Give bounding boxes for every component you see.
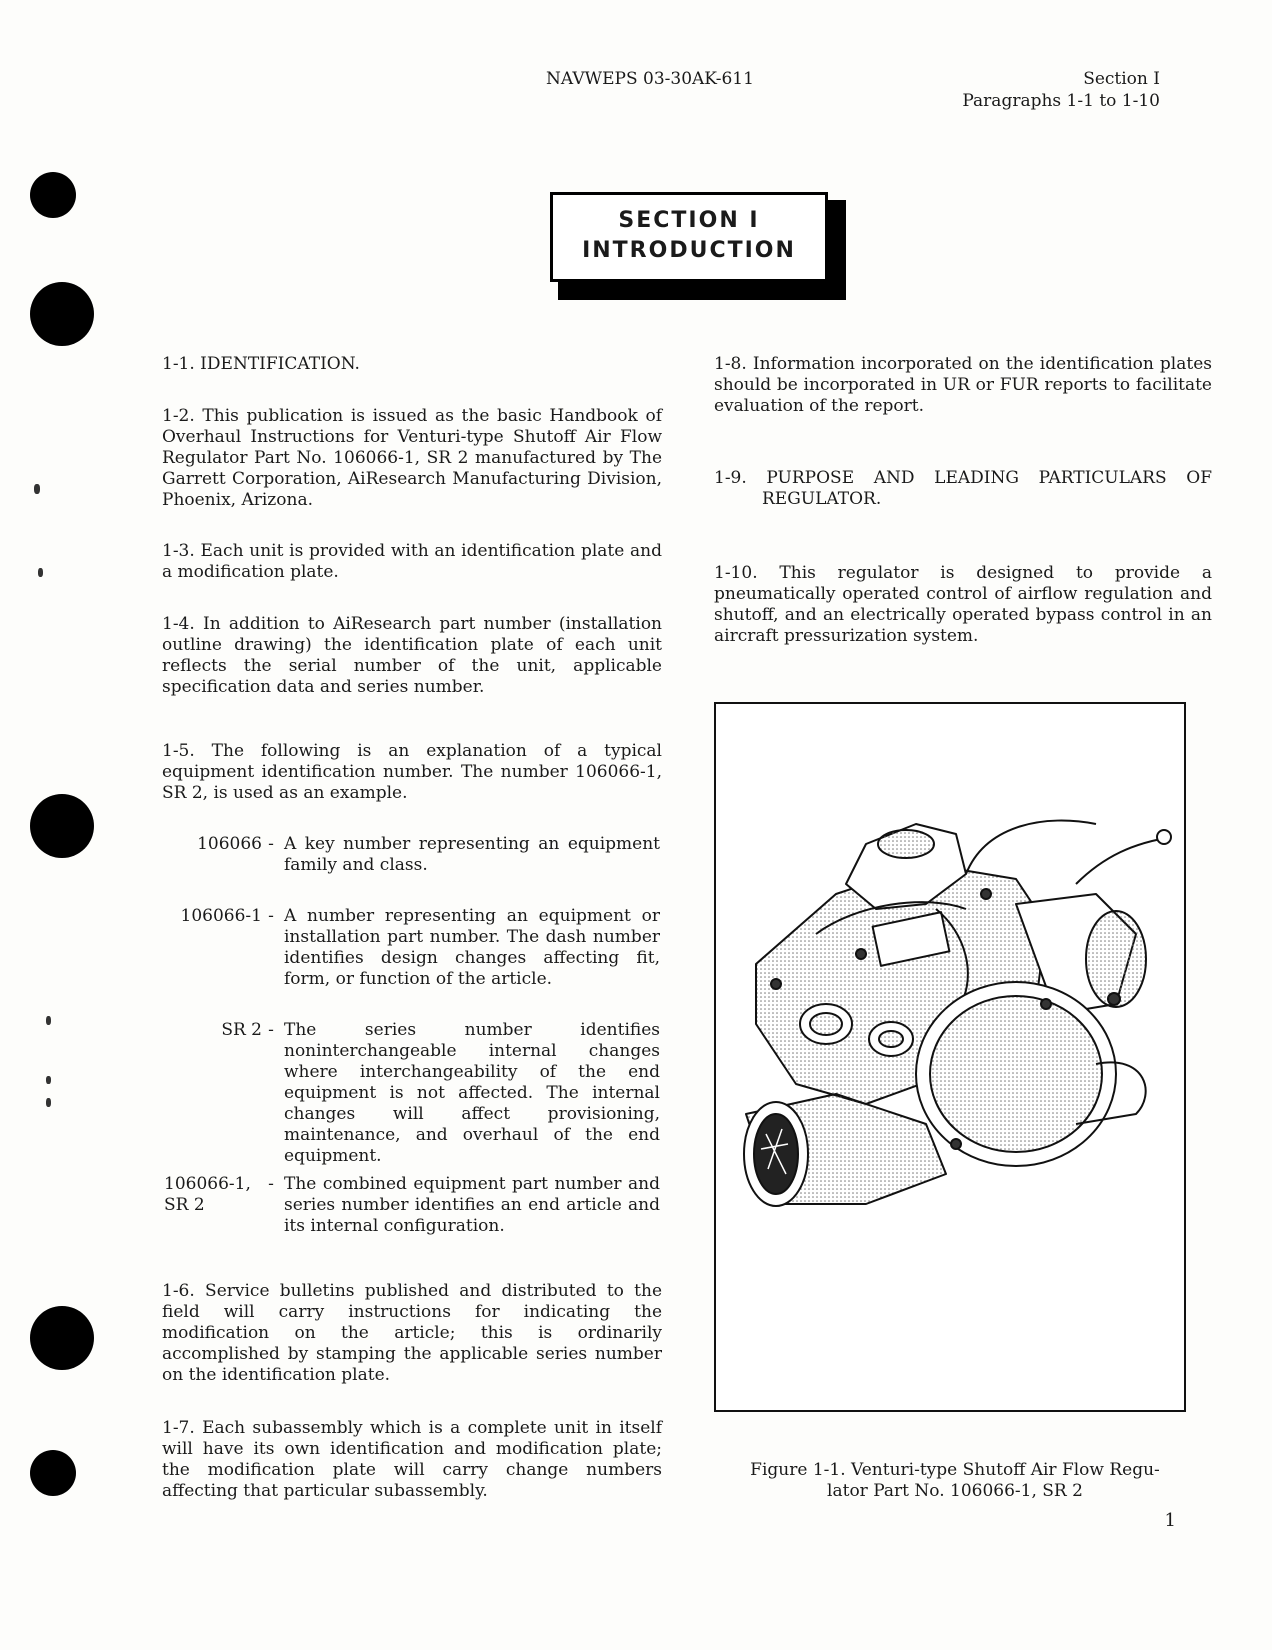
definition-part-number: [0, 906, 700, 996]
scan-speck: [38, 568, 43, 577]
section-title-line2: INTRODUCTION: [582, 238, 796, 263]
definition-term: SR 2: [221, 1020, 262, 1040]
paragraph-1-3: 1-3. Each unit is provided with an identification plate and a modification plate.: [162, 541, 662, 582]
definition-dash: -: [268, 1020, 274, 1040]
definition-text: A number representing an equipment or installation part number. The dash number identifies design changes affecting fit, form, or function of the article.: [284, 906, 660, 989]
binder-hole: [30, 1306, 94, 1370]
definition-dash: -: [268, 906, 274, 926]
paragraph-1-9: [714, 468, 1212, 510]
definition-text: The combined equipment part number and series number identifies an end article and its internal configuration.: [284, 1174, 660, 1236]
paragraph-1-7: 1-7. Each subassembly which is a complete unit in itself will have its own identification and modification plate; the modification plate will carry change numbers affecting that particular subassembly.: [162, 1418, 662, 1501]
definition-term: 106066: [197, 834, 262, 854]
paragraph-1-5: 1-5. The following is an explanation of a typical equipment identification number. The number 106066-1, SR 2, is used as an example.: [162, 741, 662, 803]
paragraph-1-8: 1-8. Information incorporated on the identification plates should be incorporated in UR or FUR reports to facilitate evaluation of the report.: [714, 354, 1212, 416]
definition-text: The series number identifies noninterchangeable internal changes where interchangeability of the end equipment is not affected. The internal changes will affect provisioning, maintenance, and overhaul of the end equipment.: [284, 1020, 660, 1166]
figure-caption: [710, 1460, 1200, 1502]
paragraph-1-9-heading-cont: REGULATOR.: [762, 489, 882, 509]
binder-hole: [30, 282, 94, 346]
definition-dash: -: [268, 1174, 274, 1194]
paragraph-1-4: 1-4. In addition to AiResearch part number (installation outline drawing) the identification plate of each unit reflects the serial number of the unit, applicable specification data and series number.: [162, 614, 662, 697]
figure-caption-line1: Figure 1-1. Venturi-type Shutoff Air Flow Regu-: [750, 1460, 1160, 1480]
section-reference: [962, 68, 1160, 112]
page-number: 1: [1164, 1510, 1176, 1531]
paragraph-1-2: 1-2. This publication is issued as the basic Handbook of Overhaul Instructions for Venturi-type Shutoff Air Flow Regulator Part No. 106066-1, SR 2 manufactured by The Garrett Corporation, AiResearch Manufacturing Division, Phoenix, Arizona.: [162, 406, 662, 510]
binder-hole: [30, 1450, 76, 1496]
definition-term: 106066-1: [180, 906, 262, 926]
paragraph-1-6: 1-6. Service bulletins published and distributed to the field will carry instructions for indicating the modification on the article; this is ordinarily accomplished by stamping the applicable series number on the identification plate.: [162, 1281, 662, 1385]
figure-frame: [714, 702, 1186, 1412]
document-number: NAVWEPS 03-30AK-611: [546, 69, 754, 89]
regulator-illustration: [716, 704, 1184, 1410]
definition-key-number: [0, 834, 700, 884]
binder-hole: [30, 172, 76, 218]
section-label: Section I: [1083, 69, 1160, 89]
paragraph-range: Paragraphs 1-1 to 1-10: [962, 91, 1160, 111]
scan-speck: [34, 484, 40, 494]
definition-term: 106066-1, SR 2: [164, 1174, 251, 1215]
paragraph-1-10: 1-10. This regulator is designed to provide a pneumatically operated control of airflow regulation and shutoff, and an electrically operated bypass control in an aircraft pressurization system.: [714, 563, 1212, 646]
section-title-line1: SECTION I: [618, 208, 760, 233]
section-title-box: [550, 192, 828, 282]
paragraph-1-1: 1-1. IDENTIFICATION.: [162, 354, 360, 374]
figure-caption-line2: lator Part No. 106066-1, SR 2: [827, 1481, 1083, 1501]
paragraph-1-9-heading: 1-9. PURPOSE AND LEADING PARTICULARS OF: [714, 468, 1212, 488]
definition-series-number: [0, 1020, 700, 1166]
definition-dash: -: [268, 834, 274, 854]
definition-text: A key number representing an equipment family and class.: [284, 834, 660, 875]
definition-combined-number: [0, 1174, 700, 1244]
